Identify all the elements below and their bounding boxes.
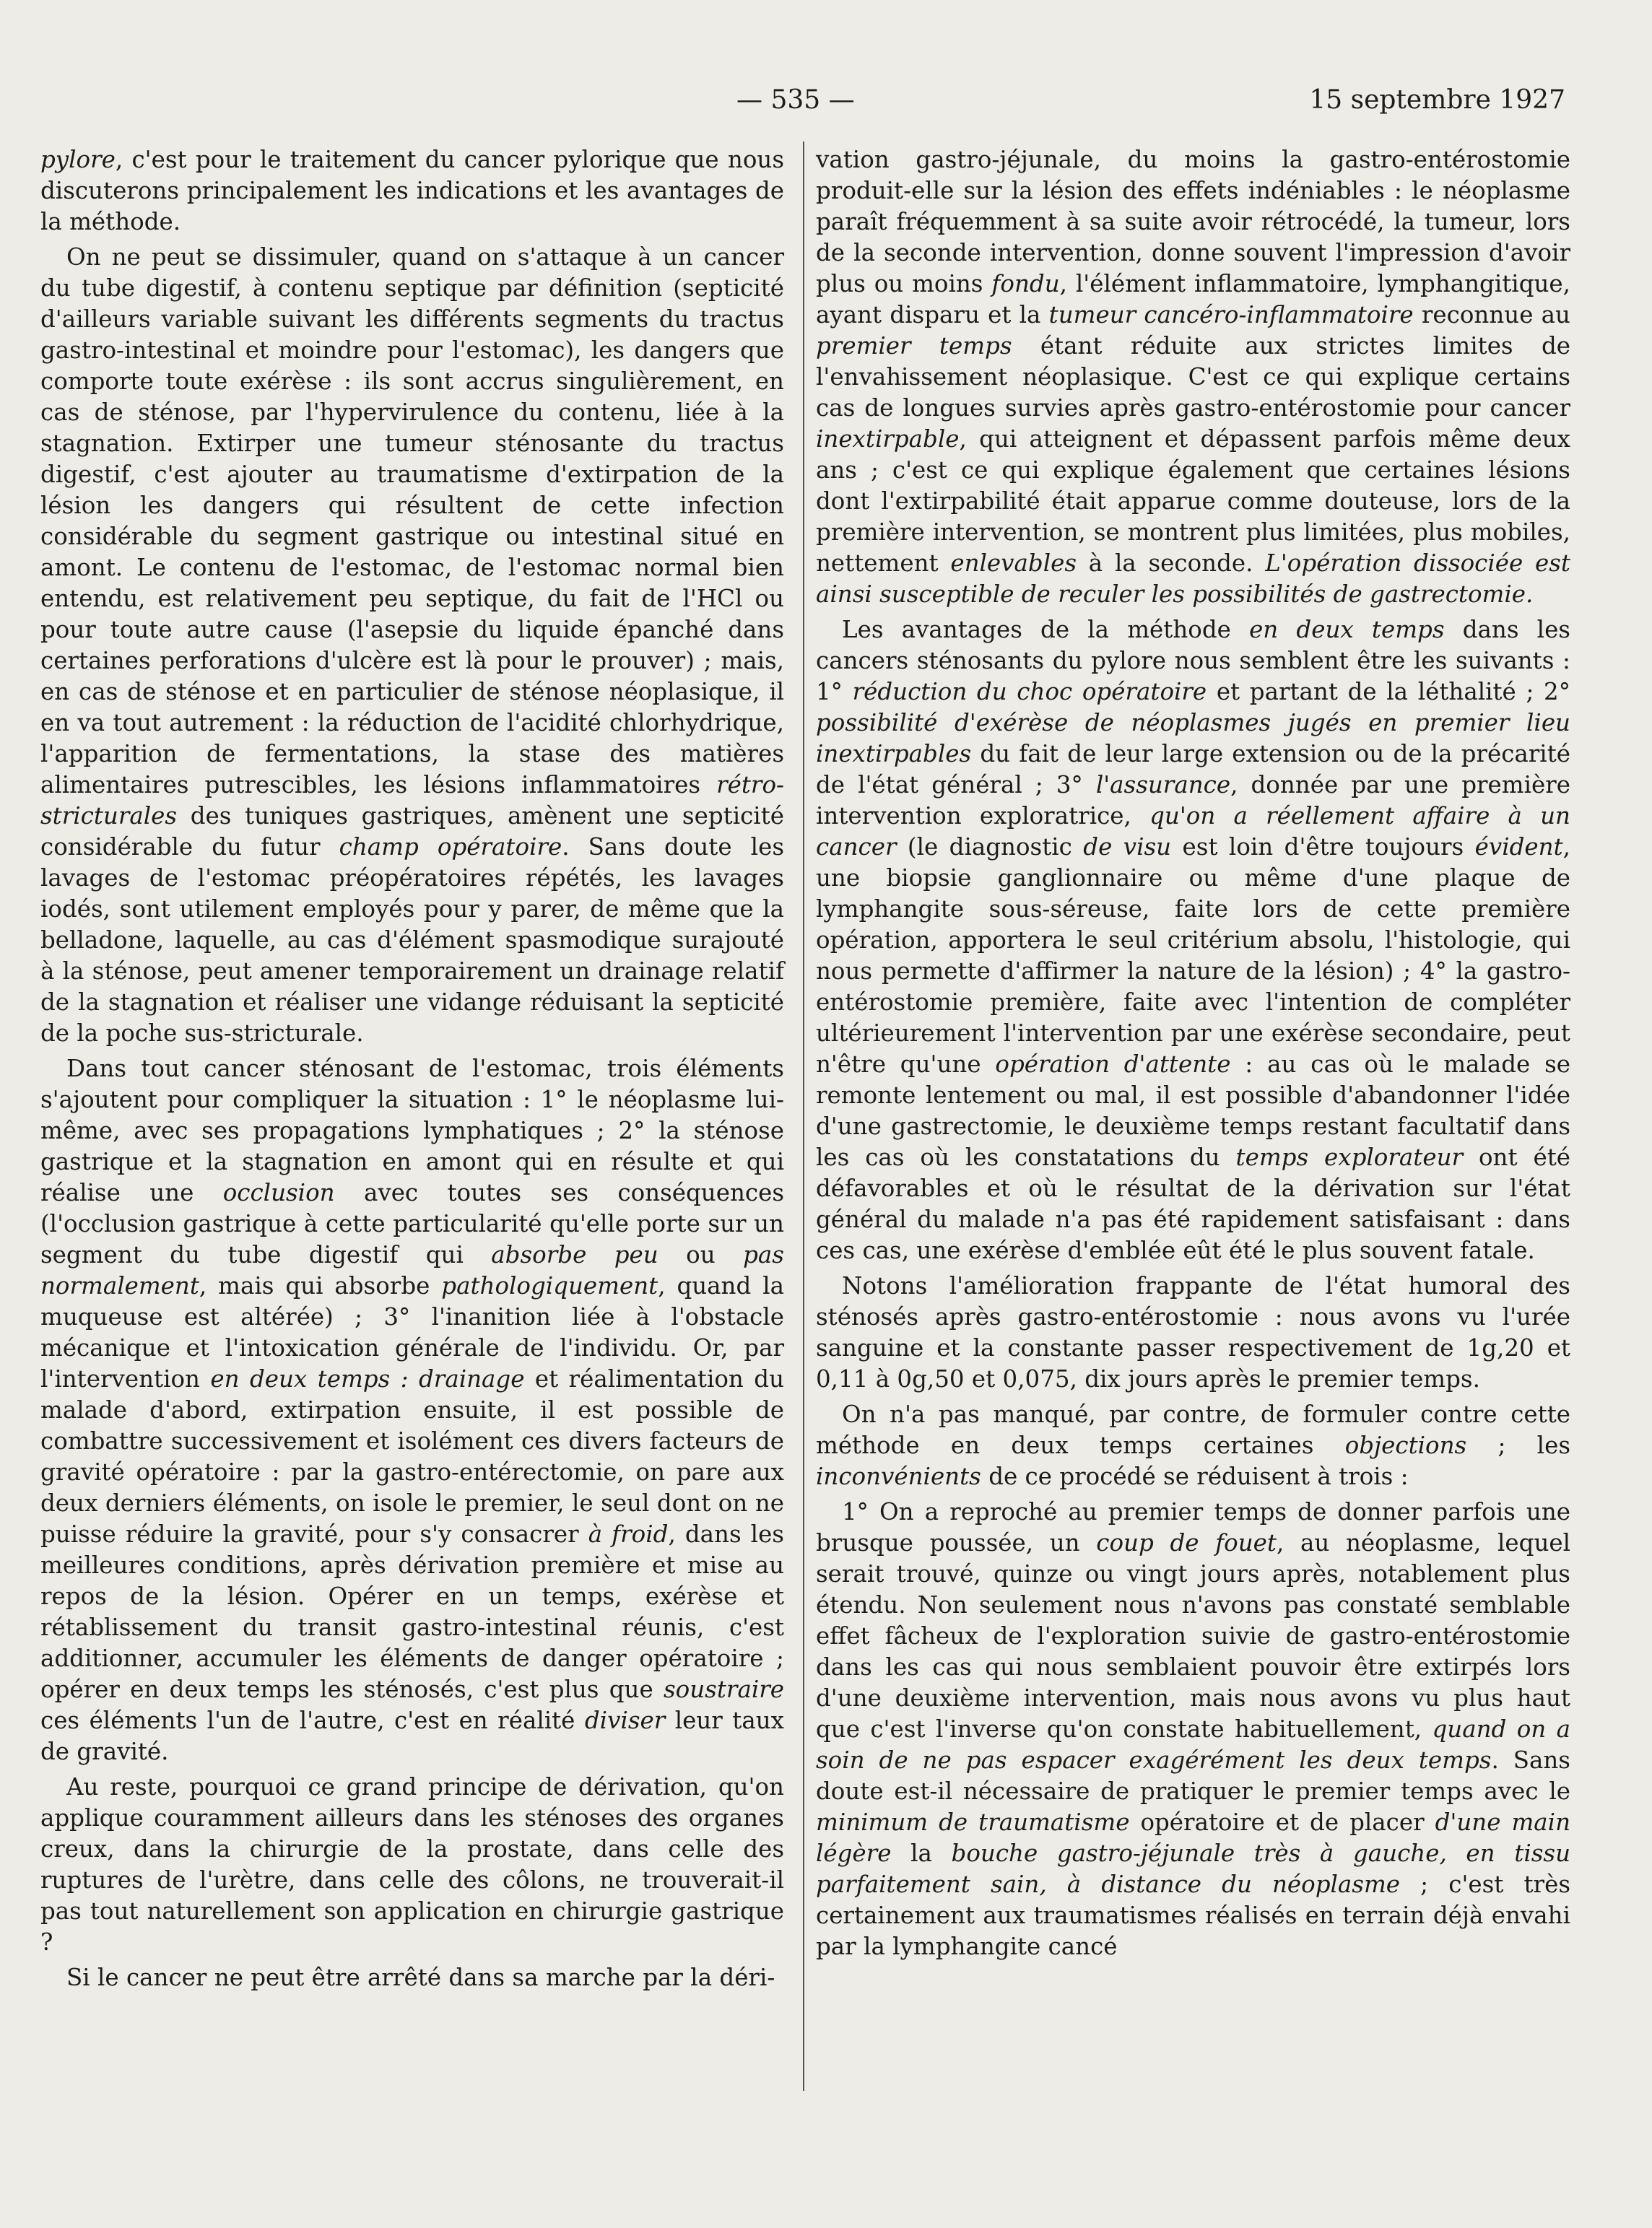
text-run: du fait de leur large extension ou de la précarité de l'état général ; 3°	[816, 740, 1570, 798]
paragraph	[816, 1271, 1570, 1395]
italic-text: objections	[1344, 1432, 1467, 1459]
text-run: , l'élément inflammatoire, lymphangitique, ayant disparu et la	[816, 270, 1570, 328]
paragraph	[816, 144, 1570, 610]
text-run: ou	[658, 1241, 744, 1269]
text-run: (le diagnostic	[896, 833, 1084, 861]
italic-text: pas normalement	[40, 1241, 784, 1300]
italic-text: fondu	[991, 270, 1060, 297]
italic-text: premier temps	[816, 332, 1012, 360]
paragraph	[40, 1962, 784, 1993]
text-run: étant réduite aux strictes limites de l'envahissement néoplasique. C'est ce qui explique certains cas de longues survies après gastro-entérostomie pour cancer	[816, 332, 1570, 422]
text-run: dans les cancers sténosants du pylore nous semblent être les suivants : 1°	[816, 616, 1570, 705]
italic-text: opération d'attente	[995, 1050, 1231, 1078]
italic-text: minimum de traumatisme	[816, 1809, 1130, 1836]
page-number: — 535 —	[736, 85, 855, 115]
paragraph	[816, 614, 1570, 1266]
paragraph	[40, 242, 784, 1049]
text-run: , une biopsie ganglionnaire ou même d'une plaque de lymphangite sous-séreuse, faite lors de cette première opération, apportera le seul critérium absolu, l'histologie, qui nous permette d'affirmer la nature de la lésion) ; 4° la gastro-entérostomie première, faite avec l'intention de compléter ultérieurement l'intervention par une exérèse secondaire, peut n'être qu'une	[816, 833, 1571, 1078]
paragraph	[40, 1053, 784, 1767]
text-run: ; c'est très certainement aux traumatismes réalisés en terrain déjà envahi par la lymphangite cancé	[816, 1871, 1571, 1960]
italic-text: soustraire	[664, 1676, 784, 1703]
text-run: vation gastro-jéjunale, du moins la gastro-entérostomie produit-elle sur la lésion des effets indéniables : le néoplasme paraît fréquemment à sa suite avoir rétrocédé, la tumeur, lors de la seconde intervention, donne souvent l'impression d'avoir plus ou moins	[816, 146, 1570, 297]
text-run: , au néoplasme, lequel serait trouvé, quinze ou vingt jours après, notablement plus étendu. Non seulement nous n'avons pas constaté semblable effet fâcheux de l'exploration suivie de gastro-entérostomie dans les cas qui nous semblaient pouvoir être extirpés lors d'une deuxième intervention, mais nous avons vu plus haut que c'est l'inverse qu'on constate habituellement,	[816, 1529, 1570, 1743]
italic-text: possibilité d'exérèse de néoplasmes jugés en premier lieu inextirpables	[816, 709, 1570, 767]
text-run: Les avantages de la méthode	[842, 616, 1250, 643]
italic-text: bouche gastro-jéjunale très à gauche, en tissu parfaitement sain, à distance du néoplasme	[816, 1840, 1571, 1898]
italic-text: tumeur cancéro-inflammatoire	[1048, 301, 1414, 328]
text-run: , qui atteignent et dépassent parfois même deux ans ; c'est ce qui explique également que certaines lésions dont l'extirpabilité était apparue comme douteuse, lors de la première intervention, se montrent plus limitées, plus mobiles, nettement	[816, 425, 1570, 577]
text-run: et partant de la léthalité ; 2°	[1207, 678, 1570, 705]
paragraph	[816, 1497, 1570, 1962]
italic-text: champ opératoire	[339, 833, 562, 861]
publication-date: 15 septembre 1927	[1309, 85, 1565, 115]
text-column-right	[816, 144, 1570, 1962]
italic-text: quand on a soin de ne pas espacer exagérément les deux temps	[816, 1715, 1570, 1774]
italic-text: L'opération dissociée est ainsi susceptible de reculer les possibilités de gastrectomie.	[816, 549, 1570, 608]
text-run: . Sans doute est-il nécessaire de pratiquer le premier temps avec le	[816, 1746, 1570, 1805]
paragraph	[816, 1399, 1570, 1492]
italic-text: inextirpable	[816, 425, 960, 453]
text-run: , quand la muqueuse est altérée) ; 3° l'inanition liée à l'obstacle mécanique et l'intoxication générale de l'individu. Or, par l'intervention	[40, 1272, 784, 1393]
text-run: Si le cancer ne peut être arrêté dans sa marche par la déri-	[66, 1964, 775, 1991]
italic-text: inconvénients	[816, 1463, 981, 1490]
italic-text: pylore	[40, 146, 116, 173]
text-run: Au reste, pourquoi ce grand principe de dérivation, qu'on applique couramment ailleurs dans les sténoses des organes creux, dans la chirurgie de la prostate, dans celle des ruptures de l'urètre, dans celle des côlons, ne trouverait-il pas tout naturellement son application en chirurgie gastrique ?	[40, 1773, 784, 1956]
italic-text: diviser	[584, 1707, 666, 1734]
text-run: à la seconde.	[1077, 549, 1266, 577]
text-run: et réalimentation du malade d'abord, extirpation ensuite, il est possible de combattre successivement et isolément ces divers facteurs de gravité opératoire : par la gastro-entérectomie, on pare aux deux derniers éléments, on isole le premier, le seul dont on ne puisse réduire la gravité, pour s'y consacrer	[40, 1365, 784, 1548]
text-run: opératoire et de placer	[1129, 1809, 1435, 1836]
italic-text: d'une main légère	[816, 1809, 1570, 1867]
italic-text: à froid	[588, 1520, 669, 1548]
text-run: On n'a pas manqué, par contre, de formuler contre cette méthode en deux temps certaines	[816, 1401, 1570, 1459]
italic-text: coup de fouet	[1096, 1529, 1277, 1557]
paragraph	[40, 1772, 784, 1958]
italic-text: occlusion	[222, 1179, 335, 1206]
paragraph	[40, 144, 784, 238]
text-run: ces éléments l'un de l'autre, c'est en réalité	[40, 1707, 585, 1734]
text-run: : au cas où le malade se remonte lentement ou mal, il est possible d'abandonner l'idée d'une gastrectomie, le deuxième temps restant facultatif dans les cas où les constatations du	[816, 1050, 1571, 1171]
text-run: ont été défavorables et où le résultat de la dérivation sur l'état général du malade n'a pas été rapidement satisfaisant : dans ces cas, une exérèse d'emblée eût été le plus souvent fatale.	[816, 1144, 1570, 1264]
italic-text: qu'on a réellement affaire à un cancer	[816, 802, 1570, 861]
italic-text: de visu	[1083, 833, 1172, 861]
page-header	[736, 78, 1565, 121]
text-run: la	[891, 1840, 952, 1867]
italic-text: enlevables	[950, 549, 1077, 577]
italic-text: réduction du choc opératoire	[852, 678, 1207, 705]
italic-text: en deux temps : drainage	[210, 1365, 525, 1393]
text-run: , c'est pour le traitement du cancer pylorique que nous discuterons principalement les indications et les avantages de la méthode.	[40, 146, 784, 235]
text-run: est loin d'être toujours	[1171, 833, 1475, 861]
text-run: On ne peut se dissimuler, quand on s'attaque à un cancer du tube digestif, à contenu septique par définition (septicité d'ailleurs variable suivant les différents segments du tractus gastro-intestinal et moindre pour l'estomac), les dangers que comporte toute exérèse : ils sont accrus singulièrement, en cas de sténose, par l'hypervirulence du contenu, liée à la stagnation. Extirper une tumeur sténosante du tractus digestif, c'est ajouter au traumatisme d'extirpation de la lésion les dangers qui résultent de cette infection considérable du segment gastrique ou intestinal situé en amont. Le contenu de l'estomac, de l'estomac normal bien entendu, est relativement peu septique, du fait de l'HCl ou pour toute autre cause (l'asepsie du liquide épanché dans certaines perforations d'ulcère est là pour le prouver) ; mais, en cas de sténose et en particulier de sténose néoplasique, il en va tout autrement : la réduction de l'acidité chlorhydrique, l'apparition de fermentations, la stase des matières alimentaires putrescibles, les lésions inflammatoires	[40, 243, 784, 798]
text-run: ; les	[1466, 1432, 1570, 1459]
italic-text: rétro-stricturales	[40, 771, 784, 830]
text-run: de ce procédé se réduisent à trois :	[981, 1463, 1409, 1490]
text-run: , donnée par une première intervention exploratrice,	[816, 771, 1570, 830]
text-run: Dans tout cancer sténosant de l'estomac, trois éléments s'ajoutent pour compliquer la situation : 1° le néoplasme lui-même, avec ses propagations lymphatiques ; 2° la sténose gastrique et la stagnation en amont qui en résulte et qui réalise une	[40, 1055, 784, 1206]
text-run: avec toutes ses conséquences (l'occlusion gastrique à cette particularité qu'elle porte sur un segment du tube digestif qui	[40, 1179, 784, 1269]
text-run: reconnue au	[1413, 301, 1570, 328]
italic-text: temps explorateur	[1235, 1144, 1464, 1171]
text-run: leur taux de gravité.	[40, 1707, 784, 1765]
text-run: Notons l'amélioration frappante de l'état humoral des sténosés après gastro-entérostomie : nous avons vu l'urée sanguine et la constante passer respectivement de 1g,20 et 0,11 à 0g,50 et 0,075, dix jours après le premier temps.	[816, 1272, 1570, 1393]
italic-text: absorbe peu	[491, 1241, 658, 1269]
text-run: . Sans doute les lavages de l'estomac préopératoires répétés, les lavages iodés, sont utilement employés pour y parer, de même que la belladone, laquelle, au cas d'élément spasmodique surajouté à la sténose, peut amener temporairement un drainage relatif de la stagnation et réaliser une vidange réduisant la septicité de la poche sus-stricturale.	[40, 833, 784, 1047]
column-divider	[803, 142, 804, 2091]
italic-text: l'assurance	[1095, 771, 1231, 798]
italic-text: en deux temps	[1249, 616, 1445, 643]
text-column-left	[40, 144, 784, 1993]
text-run: 1° On a reproché au premier temps de donner parfois une brusque poussée, un	[816, 1498, 1570, 1557]
text-run: , dans les meilleures conditions, après dérivation première et mise au repos de la lésion. Opérer en un temps, exérèse et rétablissement du transit gastro-intestinal réunis, c'est additionner, accumuler les éléments de danger opératoire ; opérer en deux temps les sténosés, c'est plus que	[40, 1520, 784, 1703]
text-run: des tuniques gastriques, amènent une septicité considérable du futur	[40, 802, 784, 861]
text-run: , mais qui absorbe	[199, 1272, 442, 1300]
italic-text: évident	[1474, 833, 1563, 861]
italic-text: pathologiquement	[441, 1272, 658, 1300]
